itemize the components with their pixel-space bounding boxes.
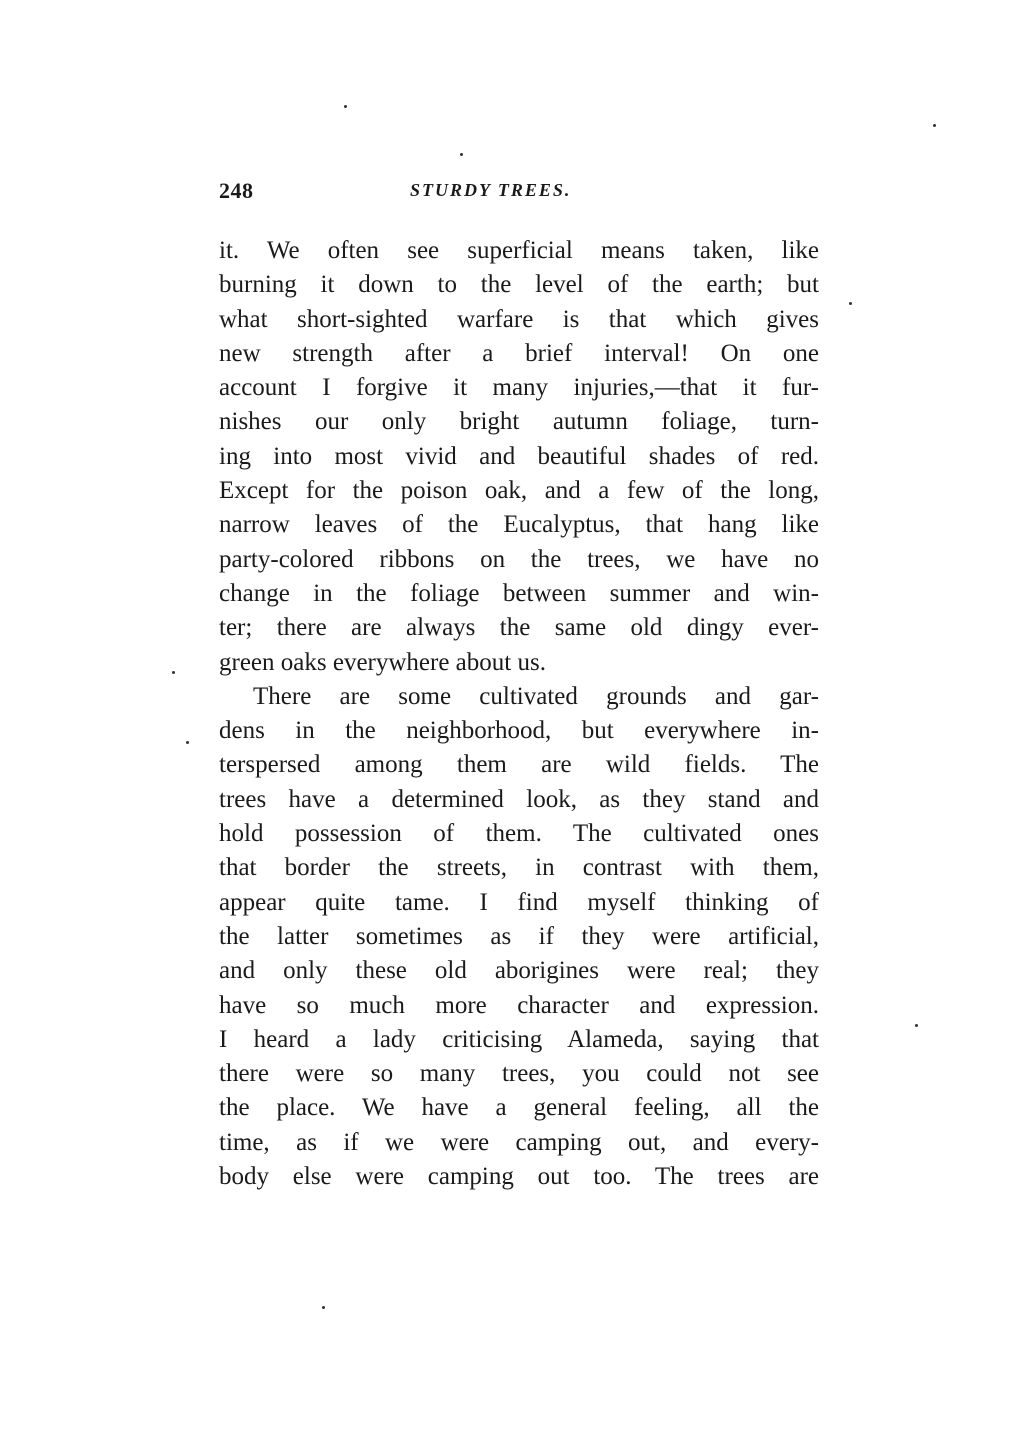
text-line: terspersed among them are wild fields. The (219, 751, 819, 779)
scan-speck (186, 741, 189, 744)
paragraph-2 (219, 680, 819, 1194)
text-line: that border the streets, in contrast with them, (219, 854, 819, 882)
text-line: burning it down to the level of the earth; but (219, 271, 819, 299)
text-line: appear quite tame. I find myself thinking of (219, 888, 819, 916)
text-line: the latter sometimes as if they were artificial, (219, 922, 819, 950)
text-line: green oaks everywhere about us. (219, 648, 546, 676)
text-line: the place. We have a general feeling, all the (219, 1094, 819, 1122)
text-line: I heard a lady criticising Alameda, saying that (219, 1025, 819, 1053)
text-line: have so much more character and expression. (219, 991, 819, 1019)
text-line: nishes our only bright autumn foliage, turn- (219, 408, 819, 436)
text-line: new strength after a brief interval! On one (219, 339, 819, 367)
scan-speck (933, 124, 936, 127)
page-number: 248 (219, 178, 254, 203)
text-line: ter; there are always the same old dingy ever- (219, 614, 819, 642)
paragraph-1 (219, 234, 819, 680)
text-line: time, as if we were camping out, and every- (219, 1128, 819, 1156)
body-text (219, 234, 819, 1194)
text-line: it. We often see superficial means taken, like (219, 237, 819, 264)
text-line: there were so many trees, you could not see (219, 1060, 819, 1088)
text-line: narrow leaves of the Eucalyptus, that hang like (219, 511, 819, 539)
running-title: STURDY TREES. (410, 180, 572, 200)
text-line: trees have a determined look, as they stand and (219, 785, 819, 813)
text-line: change in the foliage between summer and win- (219, 579, 819, 607)
text-line: party-colored ribbons on the trees, we have no (219, 545, 819, 573)
scan-speck (322, 1306, 325, 1309)
text-line: Except for the poison oak, and a few of the long, (219, 477, 819, 505)
scan-speck (344, 105, 347, 108)
text-line: hold possession of them. The cultivated ones (219, 820, 819, 848)
text-line: ing into most vivid and beautiful shades of red. (219, 442, 819, 470)
scan-speck (460, 153, 463, 156)
text-line: what short-sighted warfare is that which gives (219, 305, 819, 333)
text-line: and only these old aborigines were real; they (219, 957, 819, 985)
scan-speck (849, 302, 852, 305)
scan-speck (172, 671, 175, 674)
text-line: dens in the neighborhood, but everywhere in- (219, 717, 819, 745)
running-head (219, 178, 819, 208)
scan-speck (915, 1024, 918, 1027)
text-line: There are some cultivated grounds and gar- (253, 682, 819, 710)
text-line: account I forgive it many injuries,—that it fur- (219, 374, 819, 402)
text-line: body else were camping out too. The trees are (219, 1163, 819, 1191)
